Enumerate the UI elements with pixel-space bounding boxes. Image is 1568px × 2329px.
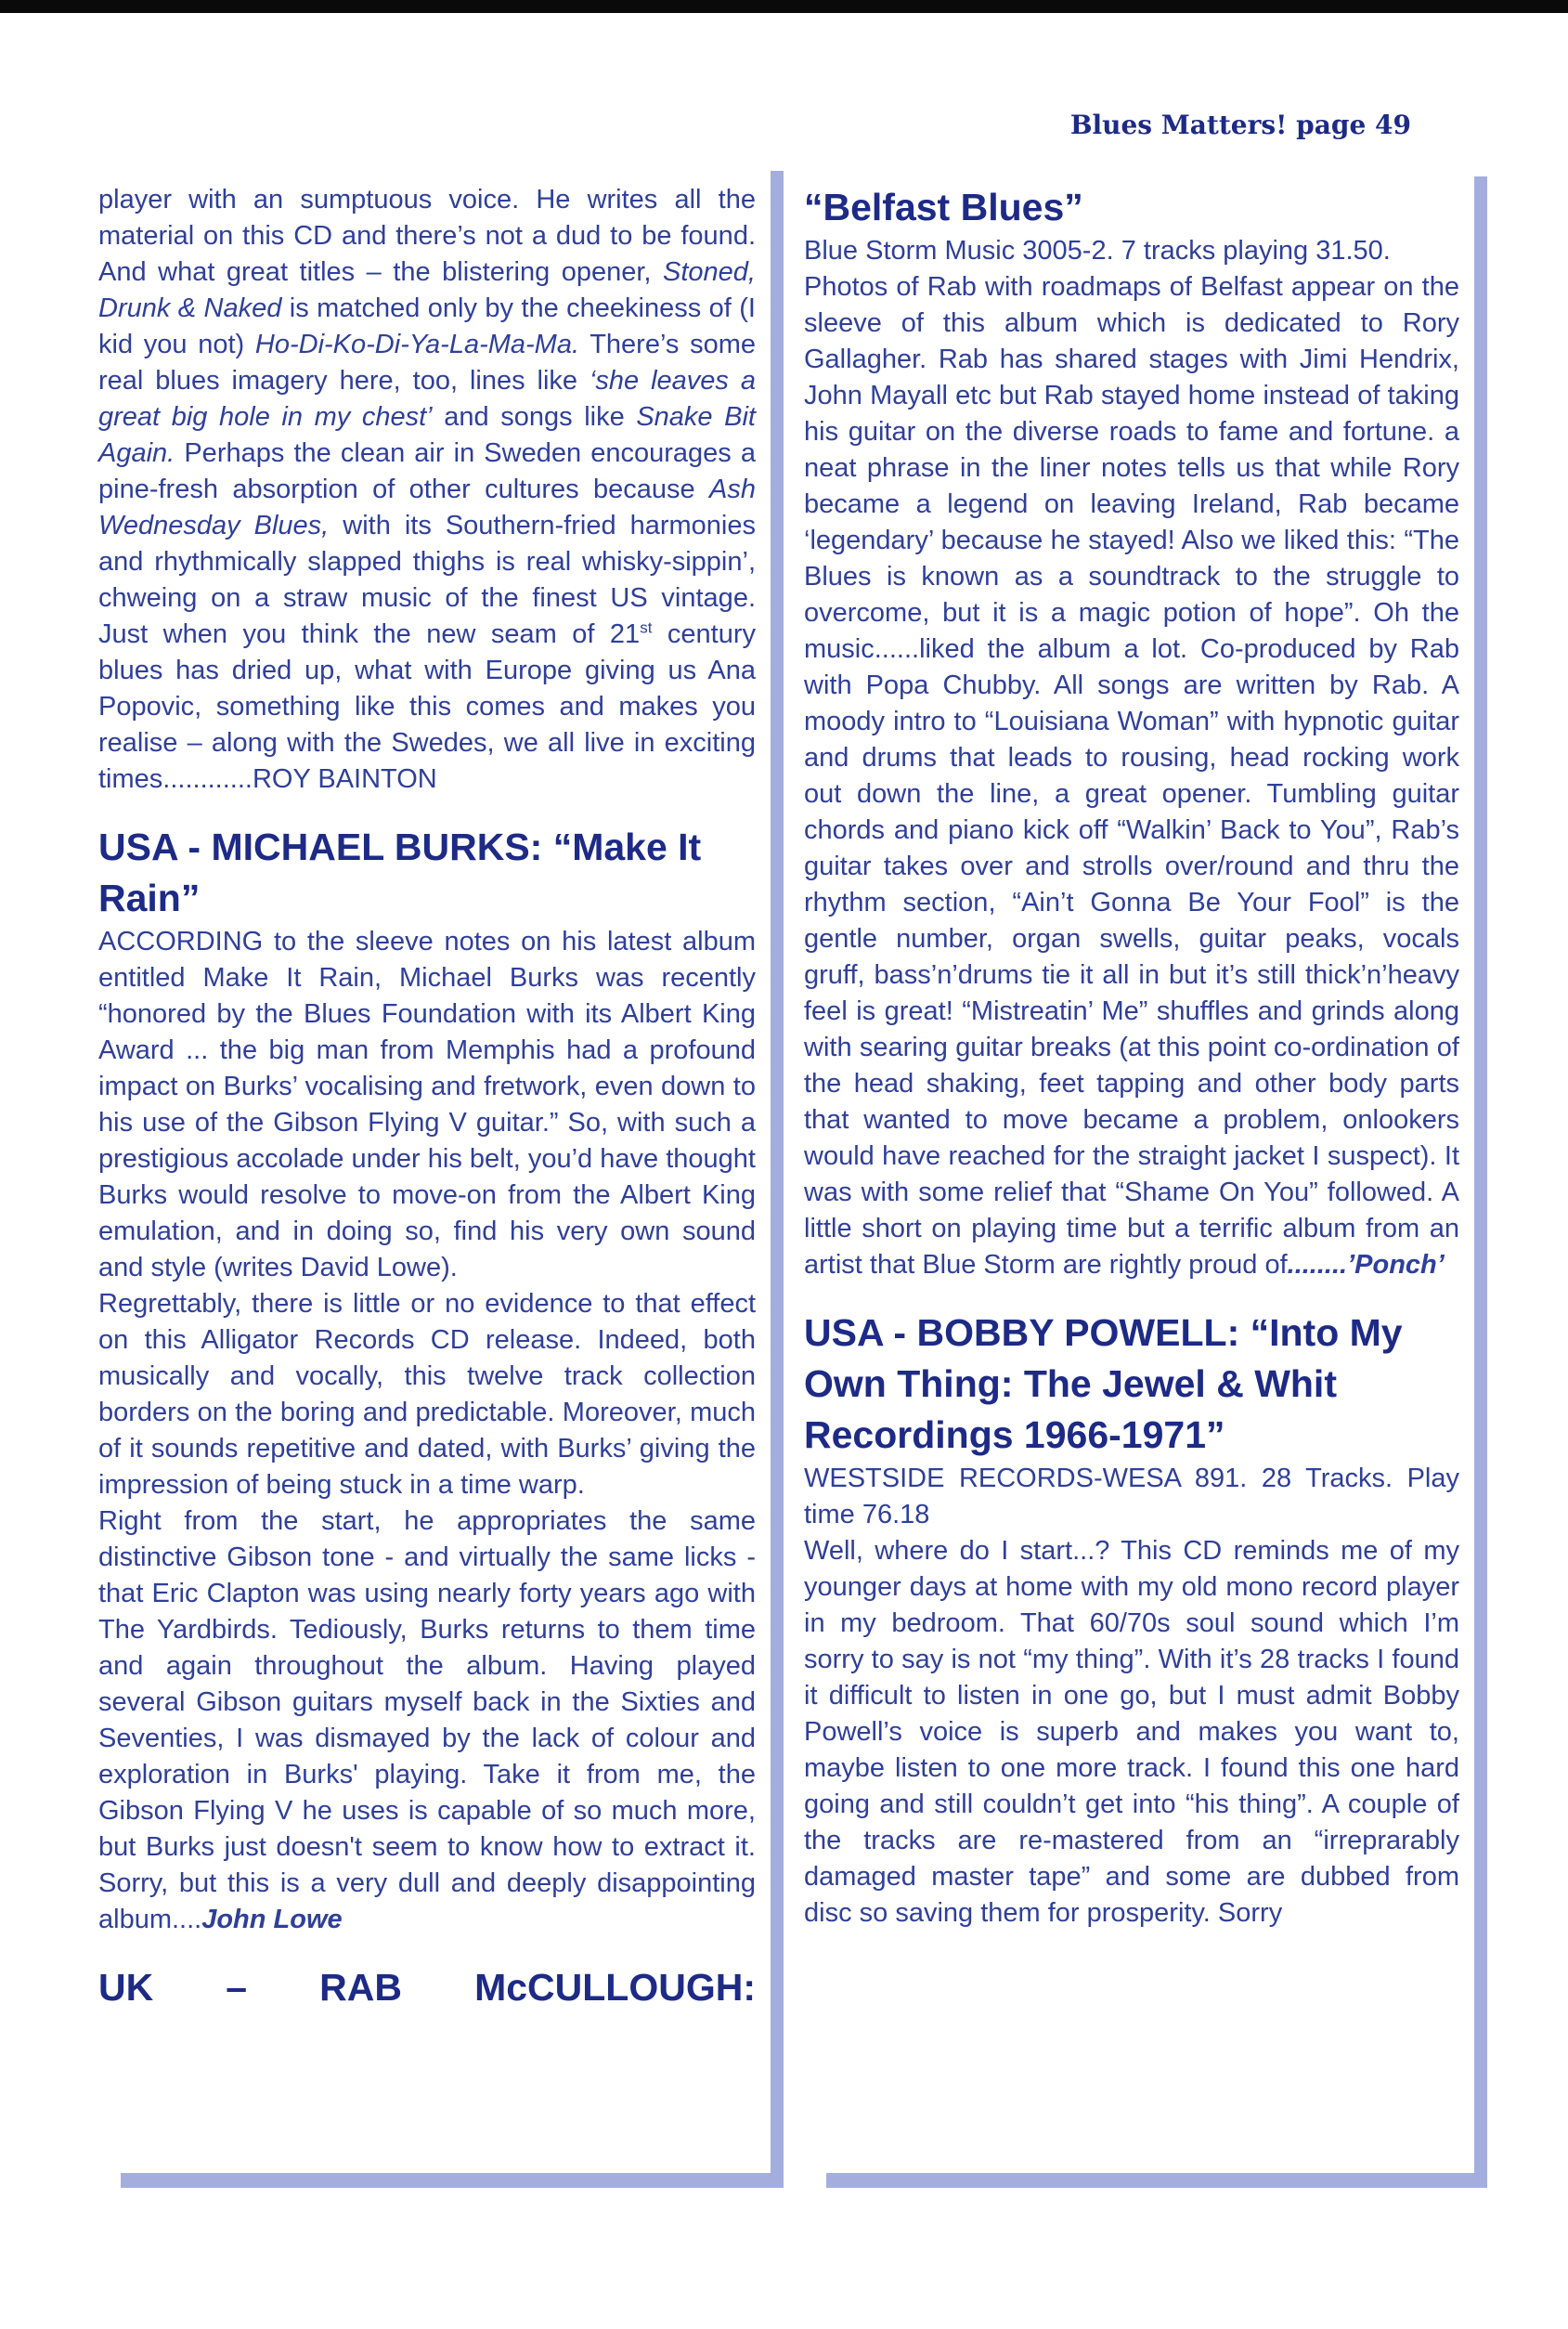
review-heading-powell: USA - BOBBY POWELL: “Into My Own Thing: The Jewel & Whit Recordings 1966-1971”: [804, 1311, 1403, 1456]
song-title: Ho-Di-Ko-Di-Ya-La-Ma-Ma.: [254, 330, 580, 359]
song-title: Ash Wednesday Blues,: [98, 475, 756, 540]
column-shadow-left: [771, 171, 784, 2186]
reviewer-signature: John Lowe: [201, 1905, 343, 1934]
album-title-belfast-blues: “Belfast Blues”: [804, 186, 1083, 228]
review-heading-burks: USA - MICHAEL BURKS: “Make It Rain”: [98, 826, 702, 919]
record-label-info: Blue Storm Music 3005-2. 7 tracks playing 31.50.: [804, 236, 1391, 266]
column-shadow-right: [1474, 176, 1487, 2186]
review-paragraph: ACCORDING to the sleeve notes on his latest album entitled Make It Rain, Michael Burks was recently “honored by the Blues Foundation with its Albert King Award ... the big man from Memphis had a profound impact on Burks’ vocalising and fretwork, even down to his use of the Gibson Flying V guitar.” So, with such a prestigious accolade under his belt, you’d have thought Burks would resolve to move-on from the Albert King emulation, and in doing so, find his very own sound and style (writes David Lowe).: [98, 927, 756, 1282]
review-paragraph: Regrettably, there is little or no evidence to that effect on this Alligator Records CD release. Indeed, both musically and vocally, this twelve track collection borders on the boring and predictable. Moreover, much of it sounds repetitive and dated, with Burks’ giving the impression of being stuck in a time warp.: [98, 1289, 756, 1500]
review-paragraph: Well, where do I start...? This CD reminds me of my younger days at home with my old mono record player in my bedroom. That 60/70s soul sound which I’m sorry to say is not “my thing”. With it’s 28 tracks I found it difficult to listen in one go, but I must admit Bobby Powell’s voice is superb and makes you want to, maybe listen to one more track. I found this one hard going and still couldn’t get into “his thing”. A couple of the tracks are re-mastered from an “irreprarably damaged master tape” and some are dubbed from disc so saving them for prosperity. Sorry: [804, 1536, 1459, 1928]
column-shadow-bottom-left: [121, 2173, 784, 2188]
song-title: Snake Bit Again.: [98, 402, 756, 468]
review-heading-rab: UK – RAB McCULLOUGH:: [98, 1966, 756, 2009]
scan-top-edge: [0, 0, 1568, 13]
song-title: Stoned, Drunk & Naked: [98, 257, 756, 323]
column-shadow-bottom-right: [826, 2173, 1487, 2188]
record-label-info: WESTSIDE RECORDS-WESA 891. 28 Tracks. Play time 76.18: [804, 1464, 1459, 1529]
page-header: Blues Matters! page 49: [1069, 110, 1411, 140]
right-column: [800, 182, 1471, 1932]
lyric-quote: ‘she leaves a great big hole in my chest’: [98, 366, 756, 432]
review-paragraph: Right from the start, he appropriates the same distinctive Gibson tone - and virtually the same licks - that Eric Clapton was using nearly forty years ago with The Yardbirds. Tediously, Burks returns to them time and again throughout the album. Having played several Gibson guitars myself back in the Sixties and Seventies, I was dismayed by the lack of colour and exploration in Burks' playing. Take it from me, the Gibson Flying V he uses is capable of so much more, but Burks just doesn't seem to know how to extract it. Sorry, but this is a very dull and deeply disappointing album....John Lowe: [98, 1506, 756, 1934]
left-column: [97, 182, 767, 2013]
review-paragraph: Photos of Rab with roadmaps of Belfast appear on the sleeve of this album which is dedicated to Rory Gallagher. Rab has shared stages with Jimi Hendrix, John Mayall etc but Rab stayed home instead of taking his guitar on the diverse roads to fame and fortune. a neat phrase in the liner notes tells us that while Rory became a legend on leaving Ireland, Rab became ‘legendary’ because he stayed! Also we liked this: “The Blues is known as a soundtrack to the struggle to overcome, but it is a magic potion of hope”. Oh the music......liked the album a lot. Co-produced by Rab with Popa Chubby. All songs are written by Rab. A moody intro to “Louisiana Woman” with hypnotic guitar and drums that leads to rousing, head rocking work out down the line, a great opener. Tumbling guitar chords and piano kick off “Walkin’ Back to You”, Rab’s guitar takes over and strolls over/round and thru the rhythm section, “Ain’t Gonna Be Your Fool” is the gentle number, organ swells, guitar peaks, vocals gruff, bass’n’drums tie it all in but it’s still thick’n’heavy feel is great! “Mistreatin’ Me” shuffles and grinds along with searing guitar breaks (at this point co-ordination of the head shaking, feet tapping and other body parts that wanted to move became a problem, onlookers would have reached for the straight jacket I suspect). It was with some relief that “Shame On You” followed. A little short on playing time but a terrific album from an artist that Blue Storm are rightly proud of........’Ponch’: [804, 272, 1459, 1280]
reviewer-signature: ........’Ponch’: [1287, 1250, 1445, 1280]
review-continued-text: player with an sumptuous voice. He writes all the material on this CD and there’s not a dud to be found. And what great titles – the blistering opener, Stoned, Drunk & Naked is matched only by the cheekiness of (I kid you not) Ho-Di-Ko-Di-Ya-La-Ma-Ma. There’s some real blues imagery here, too, lines like ‘she leaves a great big hole in my chest’ and songs like Snake Bit Again. Perhaps the clean air in Sweden encourages a pine-fresh absorption of other cultures because Ash Wednesday Blues, with its Southern-fried harmonies and rhythmically slapped thighs is real whisky-sippin’, chweing on a straw music of the finest US vintage. Just when you think the new seam of 21st century blues has dried up, what with Europe giving us Ana Popovic, something like this comes and makes you realise – along with the Swedes, we all live in exciting times............ROY BAINTON: [98, 185, 757, 794]
